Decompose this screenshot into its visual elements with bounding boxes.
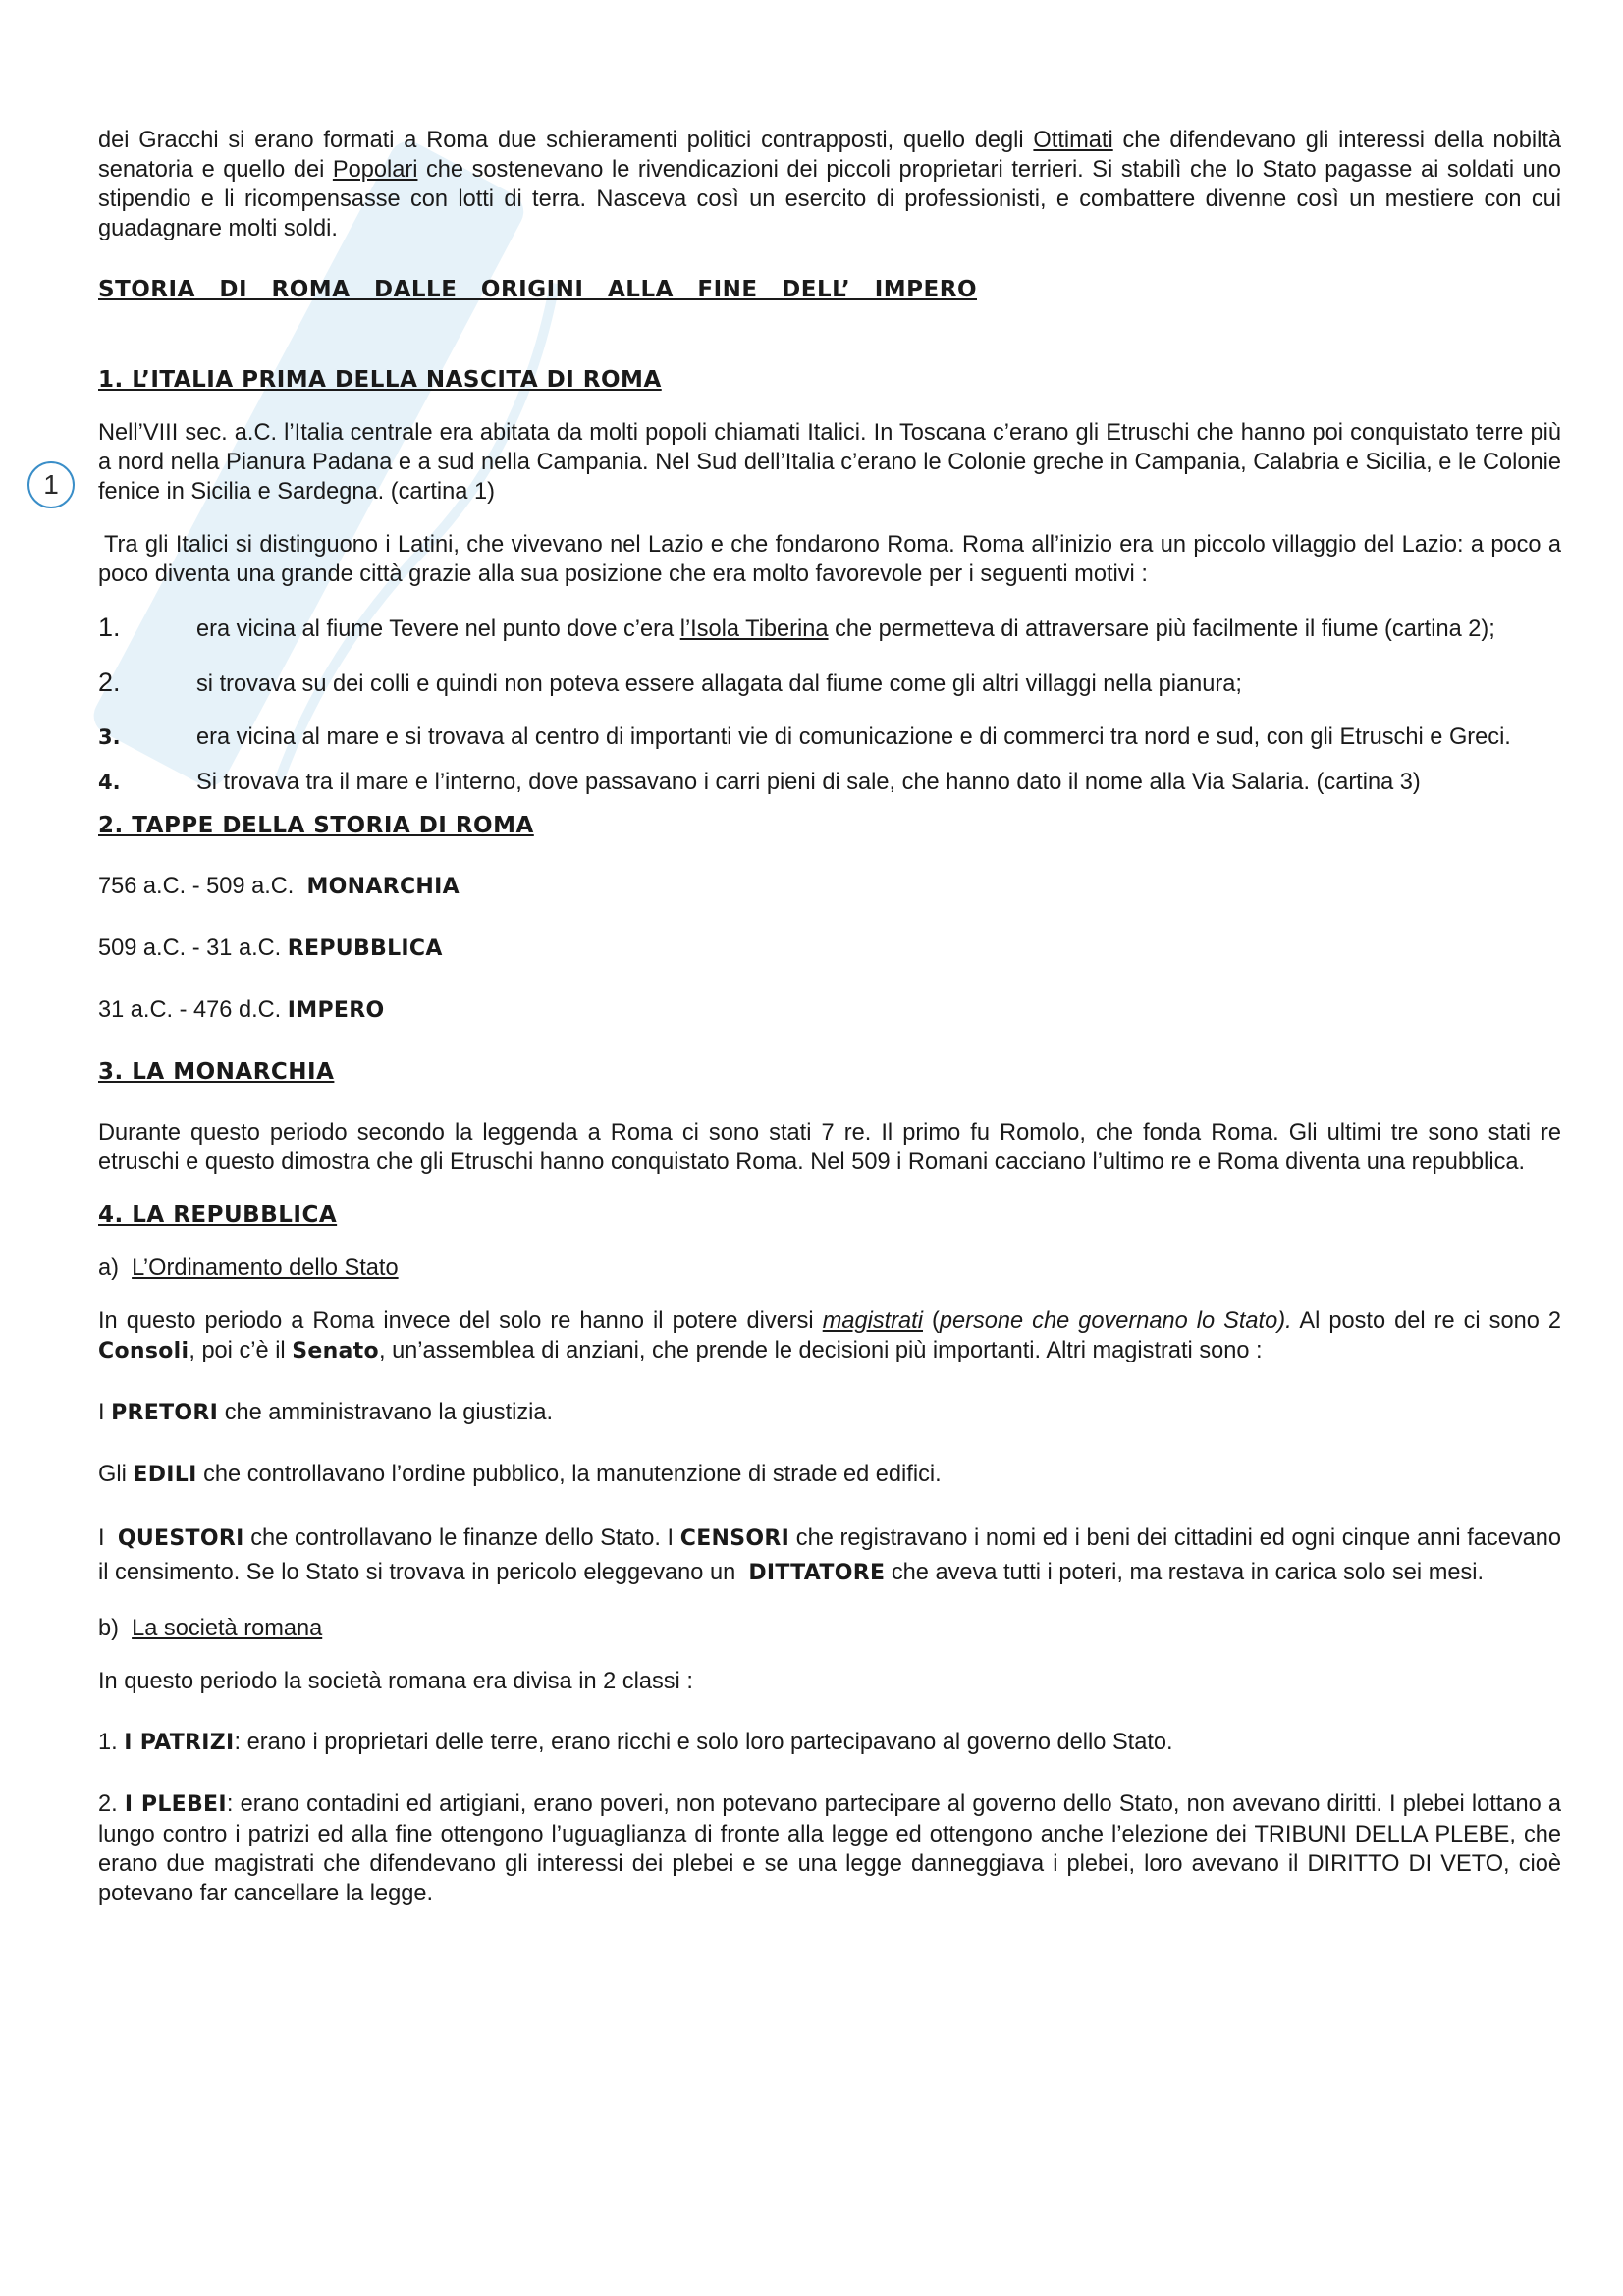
- section3-heading: 3. LA MONARCHIA: [98, 1059, 335, 1085]
- section2-heading: 2. TAPPE DELLA STORIA DI ROMA: [98, 813, 534, 838]
- document-body: [98, 126, 1561, 1908]
- classes-intro: In questo periodo la società romana era divisa in 2 classi :: [98, 1669, 693, 1694]
- intro-paragraph: dei Gracchi si erano formati a Roma due schieramenti politici contrapposti, quello degli Ottimati che difendevano gli interessi della nobiltà senatoria e quello dei Popolari che sostenevano le rivendicazioni dei piccoli proprietari terrieri. Si stabilì che lo Stato pagasse ai soldati uno stipendio e li ricompensasse con lotti di terra. Nasceva così un esercito di professionisti, e combattere divenne così un mestiere con cui guadagnare molti soldi.: [98, 128, 1561, 241]
- period-monarchia: 756 a.C. - 509 a.C. MONARCHIA: [98, 874, 460, 899]
- edili-line: Gli EDILI che controllavano l’ordine pubblico, la manutenzione di strade ed edifici.: [98, 1462, 942, 1487]
- period-repubblica: 509 a.C. - 31 a.C. REPUBBLICA: [98, 935, 443, 961]
- isola-tiberina-term: l’Isola Tiberina: [679, 616, 829, 642]
- plebei-paragraph: 2. I PLEBEI: erano contadini ed artigiani, erano poveri, non potevano partecipare al governo dello Stato, non avevano diritti. I plebei lottano a lungo contro i patrizi ed alla fine ottengono l’uguaglianza di fronte alla legge ed ottengono anche l’elezione dei TRIBUNI DELLA PLEBE, che erano due magistrati che difendevano gli interessi dei plebei e se una legge danneggiava i plebei, loro avevano il DIRITTO DI VETO, cioè potevano far cancellare la legge.: [98, 1791, 1562, 1906]
- subsection-a-heading: a) L’Ordinamento dello Stato: [98, 1255, 399, 1281]
- list-item-3: 3. era vicina al mare e si trovava al centro di importanti vie di comunicazione e di commerci tra nord e sud, con gli Etruschi e Greci.: [98, 724, 1511, 750]
- list-item-2: 2. si trovava su dei colli e quindi non poteva essere allagata dal fiume come gli altri villaggi nella pianura;: [98, 667, 1242, 697]
- list-item-4: 4. Si trovava tra il mare e l’interno, dove passavano i carri pieni di sale, che hanno dato il nome alla Via Salaria. (cartina 3): [98, 770, 1421, 795]
- section1-paragraph-2: Tra gli Italici si distinguono i Latini, che vivevano nel Lazio e che fondarono Roma. Roma all’inizio era un piccolo villaggio del Lazio: a poco a poco diventa una grande città grazie alla sua posizione che era molto favorevole per i seguenti motivi :: [98, 532, 1561, 587]
- section4-heading: 4. LA REPUBBLICA: [98, 1202, 338, 1228]
- ottimati-term: Ottimati: [1033, 128, 1113, 153]
- page-marker-circle: 1: [27, 461, 75, 508]
- section1-paragraph-1: Nell’VIII sec. a.C. l’Italia centrale era abitata da molti popoli chiamati Italici. In Toscana c’erano gli Etruschi che hanno poi conquistato terre più a nord nella Pianura Padana e a sud nella Campania. Nel Sud dell’Italia c’erano le Colonie greche in Campania, Calabria e Sicilia, e le Colonie fenice in Sicilia e Sardegna. (cartina 1): [98, 420, 1561, 505]
- questori-paragraph: I QUESTORI che controllavano le finanze dello Stato. I CENSORI che registravano i nomi ed i beni dei cittadini ed ogni cinque anni facevano il censimento. Se lo Stato si trovava in pericolo eleggevano un DITTATORE che aveva tutti i poteri, ma restava in carica solo sei mesi.: [98, 1525, 1561, 1585]
- section3-paragraph: Durante questo periodo secondo la leggenda a Roma ci sono stati 7 re. Il primo fu Romolo, che fonda Roma. Gli ultimi tre sono stati re etruschi e questo dimostra che gli Etruschi hanno conquistato Roma. Nel 509 i Romani cacciano l’ultimo re e Roma diventa una repubblica.: [98, 1120, 1561, 1175]
- period-impero: 31 a.C. - 476 d.C. IMPERO: [98, 997, 385, 1023]
- section1-heading: 1. L’ITALIA PRIMA DELLA NASCITA DI ROMA: [98, 367, 662, 393]
- subsection-b-heading: b) La società romana: [98, 1616, 323, 1641]
- patrizi-line: 1. I PATRIZI: erano i proprietari delle terre, erano ricchi e solo loro partecipavano al governo dello Stato.: [98, 1730, 1173, 1755]
- pretori-line: I PRETORI che amministravano la giustizia.: [98, 1400, 554, 1425]
- main-title: STORIA DI ROMA DALLE ORIGINI ALLA FINE DELL’ IMPERO: [98, 277, 977, 302]
- popolari-term: Popolari: [332, 157, 418, 183]
- magistrati-paragraph: In questo periodo a Roma invece del solo re hanno il potere diversi magistrati (persone che governano lo Stato). Al posto del re ci sono 2 Consoli, poi c’è il Senato, un’assemblea di anziani, che prende le decisioni più importanti. Altri magistrati sono :: [98, 1308, 1561, 1363]
- list-item-1: 1. era vicina al fiume Tevere nel punto dove c’era l’Isola Tiberina che permetteva di attraversare più facilmente il fiume (cartina 2);: [98, 613, 1495, 642]
